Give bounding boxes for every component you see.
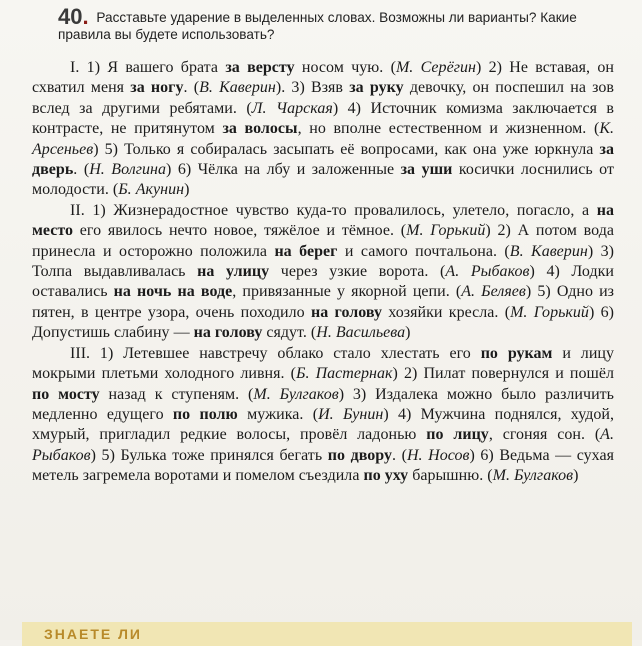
- text-run: ): [184, 181, 190, 199]
- task-question: Расставьте ударение в выделенных словах. Возможны ли варианты? Какие правила вы будете использовать?: [58, 10, 577, 42]
- highlighted-phrase: за руку: [349, 79, 404, 97]
- text-run: , привязанные у якорной цепи. (: [232, 283, 462, 301]
- author-citation: М. Горький: [510, 303, 589, 321]
- text-run: сядут. (: [262, 324, 317, 342]
- section-2: [32, 201, 614, 344]
- author-citation: А. Рыбаков: [445, 263, 530, 281]
- text-run: . (: [392, 446, 407, 464]
- highlighted-phrase: на голову: [193, 324, 263, 342]
- text-run: и лицу мокрыми плетьми холодного ливня. (: [32, 344, 614, 383]
- text-run: ) 2) Не вставая, он схватил меня: [32, 59, 614, 97]
- text-run: ) 4) Мужчина поднялся, худой, хмурый, пригладил редкие волосы, провёл ладонью: [32, 405, 614, 444]
- highlighted-phrase: за уши: [400, 161, 453, 179]
- highlighted-phrase: на ночь на воде: [113, 283, 233, 301]
- author-citation: Л. Чарская: [251, 99, 333, 117]
- author-citation: М. Булгаков: [492, 467, 574, 485]
- text-run: ) 3) Издалека можно было различить медленно едущего: [32, 385, 614, 423]
- task-number: [58, 4, 89, 29]
- task-header: [58, 4, 633, 43]
- highlighted-phrase: по двору: [327, 446, 392, 464]
- author-citation: М. Булгаков: [253, 385, 339, 403]
- text-run: ) 4) Лодки оставались: [32, 263, 615, 301]
- exercise-body: [32, 58, 614, 487]
- author-citation: И. Бунин: [318, 405, 384, 423]
- footer-heading: ЗНАЕТЕ ЛИ: [44, 626, 142, 642]
- highlighted-phrase: на голову: [310, 303, 383, 321]
- task-number-digits: 40: [58, 4, 83, 29]
- text-run: назад к ступеням. (: [99, 385, 254, 403]
- footer-band: [22, 622, 632, 646]
- text-run: I. 1) Я вашего брата: [70, 59, 226, 76]
- text-run: , сгоняя сон. (: [488, 426, 601, 444]
- text-run: ) 6) Ведьма — сухая метель загремела воротами и помелом съездила: [32, 446, 614, 485]
- text-run: ) 4) Источник комизма заключается в контрасте, не притянутом: [32, 99, 615, 138]
- text-run: . (: [183, 79, 200, 97]
- section-3: [32, 344, 614, 487]
- author-citation: В. Каверин: [199, 79, 276, 97]
- highlighted-phrase: за ногу: [130, 79, 184, 97]
- author-citation: Б. Пастернак: [295, 365, 393, 383]
- author-citation: Н. Волгина: [89, 161, 166, 179]
- author-citation: М. Горький: [406, 222, 486, 240]
- author-citation: А. Рыбаков: [32, 426, 614, 464]
- text-run: ) 2) Пилат повернулся и пошёл: [392, 365, 614, 383]
- text-run: ). 3) Взяв: [275, 79, 350, 97]
- text-run: барышню. (: [408, 467, 493, 485]
- text-run: ) 5) Одно из пятен, в центре узора, очень походило: [32, 283, 615, 321]
- highlighted-phrase: по полю: [172, 405, 238, 423]
- text-run: мужика. (: [237, 405, 319, 423]
- text-run: II. 1) Жизнерадостное чувство куда-то провалилось, улетело, погасло, а: [70, 201, 597, 219]
- text-run: хозяйки кресла. (: [382, 303, 511, 321]
- highlighted-phrase: по мосту: [32, 385, 100, 403]
- text-run: ): [573, 467, 579, 485]
- highlighted-phrase: на место: [32, 201, 614, 240]
- highlighted-phrase: по уху: [363, 467, 409, 485]
- text-run: , но вполне естественном и жизненном. (: [297, 120, 600, 138]
- text-run: . (: [73, 161, 90, 179]
- highlighted-phrase: по рукам: [480, 344, 553, 362]
- text-run: носом чую. (: [294, 59, 396, 76]
- text-run: ) 6) Допустишь слабину —: [32, 303, 614, 342]
- text-run: ) 5) Только я собиралась засыпать её вопросами, как она уже юркнула: [93, 140, 600, 158]
- author-citation: А. Беляев: [461, 283, 526, 301]
- text-run: ) 2) А потом вода принесла и осторожно положила: [32, 222, 614, 260]
- text-run: и самого почтальона. (: [337, 242, 510, 260]
- text-run: через узкие ворота. (: [269, 263, 446, 281]
- text-run: его явилось нечто новое, тяжёлое и тёмное. (: [73, 222, 407, 240]
- text-run: ) 6) Чёлка на лбу и заложенные: [165, 161, 401, 179]
- author-citation: К. Арсеньев: [32, 120, 614, 158]
- task-number-dot: .: [82, 4, 89, 29]
- author-citation: В. Каверин: [509, 242, 588, 260]
- text-run: ): [405, 324, 411, 342]
- author-citation: М. Серёгин: [395, 59, 476, 76]
- highlighted-phrase: на берег: [274, 242, 338, 260]
- text-run: косички лоснились от молодости. (: [32, 161, 614, 199]
- highlighted-phrase: за версту: [225, 59, 295, 76]
- highlighted-phrase: по лицу: [426, 426, 489, 444]
- text-run: девочку, он поспешил на зов вслед за другими ребятами. (: [32, 79, 614, 117]
- highlighted-phrase: за волосы: [222, 120, 298, 138]
- section-1: [32, 58, 614, 201]
- text-run: III. 1) Летевшее навстречу облако стало хлестать его: [70, 344, 481, 362]
- author-citation: Б. Акунин: [118, 181, 185, 199]
- text-run: ) 5) Булька тоже принялся бегать: [90, 446, 328, 464]
- highlighted-phrase: за дверь: [32, 140, 614, 179]
- highlighted-phrase: на улицу: [197, 263, 270, 281]
- author-citation: Н. Носов: [406, 446, 470, 464]
- author-citation: Н. Васильева: [316, 324, 406, 342]
- text-run: ) 3) Толпа выдавливалась: [32, 242, 614, 281]
